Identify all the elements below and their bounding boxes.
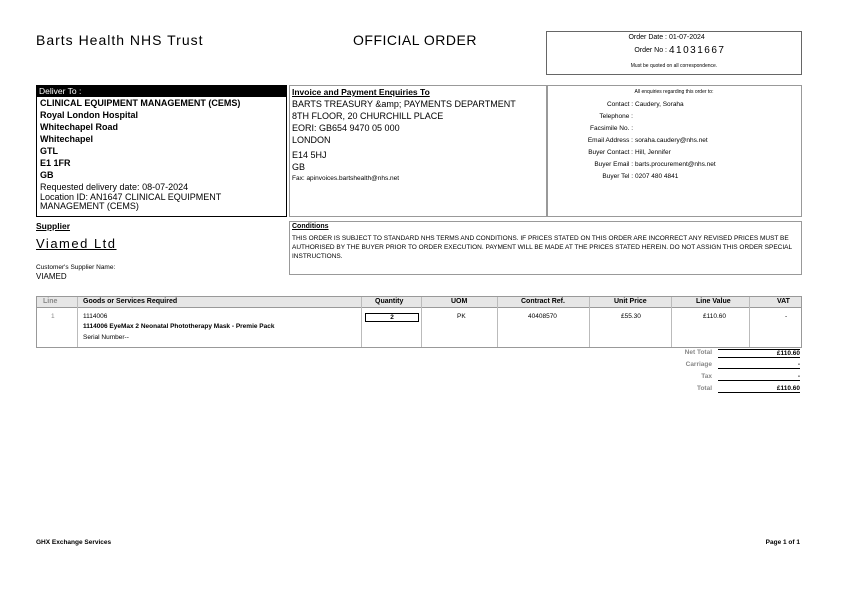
order-no-label: Order No :	[634, 47, 667, 54]
row-unit-price: £55.30	[621, 313, 641, 320]
row-uom: PK	[457, 313, 466, 320]
total-label: Total	[696, 385, 712, 392]
col-contract: Contract Ref.	[521, 298, 565, 305]
contact-key: Contact :	[606, 101, 633, 108]
totals-block	[640, 349, 800, 397]
deliver-line: GB	[40, 170, 54, 180]
contact-value: 0207 480 4841	[635, 173, 679, 180]
tax-label: Tax	[701, 373, 712, 380]
net-total-row	[640, 349, 800, 361]
footer-page-number: Page 1 of 1	[765, 539, 800, 546]
invoice-line: BARTS TREASURY &amp; PAYMENTS DEPARTMENT	[292, 99, 516, 109]
location-id-cont: MANAGEMENT (CEMS)	[40, 201, 139, 211]
supplier-label: Supplier	[36, 221, 71, 231]
invoice-line: E14 5HJ	[292, 150, 327, 160]
contact-note: All enquiries regarding this order to:	[634, 89, 714, 95]
invoice-line: LONDON	[292, 135, 331, 145]
net-total-value: £110.60	[718, 349, 800, 358]
deliver-line: E1 1FR	[40, 158, 71, 168]
row-line-value: £110.60	[703, 313, 727, 320]
items-header-row	[37, 297, 801, 308]
contact-row	[547, 147, 801, 159]
document-title: OFFICIAL ORDER	[353, 32, 477, 48]
col-qty: Quantity	[375, 298, 404, 305]
deliver-to-box	[36, 85, 287, 217]
col-goods: Goods or Services Required	[83, 298, 178, 305]
order-no-value: 41031667	[669, 45, 726, 56]
conditions-text: THIS ORDER IS SUBJECT TO STANDARD NHS TERMS AND CONDITIONS. IF PRICES STATED ON THIS ORDER ARE INCORRECT ANY REVISED PRICES MUST BE AUTHORISED BY THE BUYER PRIOR TO ORDER EXECUTION. PAYMENT WILL BE MADE AT THE PRICES STATED HEREIN. DO NOT ASSIGN THIS ORDER SPECIAL INSTRUCTIONS.	[292, 235, 792, 260]
row-quantity: 2	[365, 313, 419, 322]
invoice-line: EORI: GB654 9470 05 000	[292, 123, 400, 133]
conditions-box	[289, 221, 802, 275]
col-vat: VAT	[777, 298, 790, 305]
contact-row	[547, 159, 801, 171]
invoice-box	[289, 85, 548, 217]
order-date-value: 01-07-2024	[669, 34, 705, 41]
contact-key: Telephone :	[599, 113, 633, 120]
customer-supplier-value: VIAMED	[36, 272, 67, 281]
col-line-value: Line Value	[696, 298, 731, 305]
carriage-value: -	[718, 361, 800, 369]
row-line-no: 1	[51, 313, 55, 320]
supplier-name: Viamed Ltd	[36, 236, 117, 251]
contact-key: Email Address :	[587, 137, 633, 144]
contact-value	[633, 111, 635, 123]
row-description: 1114006 EyeMax 2 Neonatal Phototherapy Mask - Premie Pack	[83, 323, 275, 330]
deliver-line: CLINICAL EQUIPMENT MANAGEMENT (CEMS)	[40, 98, 241, 108]
col-unit-price: Unit Price	[614, 298, 647, 305]
tax-row	[640, 373, 800, 385]
contact-key: Buyer Tel :	[602, 173, 633, 180]
net-total-label: Net Total	[684, 349, 712, 356]
quote-note: Must be quoted on all correspondence.	[630, 63, 718, 69]
contact-row	[547, 171, 801, 183]
contact-row	[547, 135, 801, 147]
location-id: Location ID: AN1647 CLINICAL EQUIPMENT	[40, 192, 222, 202]
footer-service: GHX Exchange Services	[36, 539, 112, 546]
contact-key: Buyer Email :	[594, 161, 633, 168]
carriage-label: Carriage	[685, 361, 712, 368]
contact-row	[547, 123, 801, 135]
deliver-line: GTL	[40, 146, 58, 156]
contact-row	[547, 111, 801, 123]
contact-value: Hill, Jennifer	[635, 149, 671, 156]
invoice-fax: Fax: apinvoices.bartshealth@nhs.net	[292, 175, 400, 182]
deliver-to-heading: Deliver To :	[37, 86, 286, 97]
contact-value	[633, 123, 635, 135]
contact-value: barts.procurement@nhs.net	[635, 161, 716, 168]
total-value: £110.60	[718, 385, 800, 393]
col-uom: UOM	[451, 298, 468, 305]
carriage-row	[640, 361, 800, 373]
contact-key: Buyer Contact :	[588, 149, 633, 156]
invoice-line: 8TH FLOOR, 20 CHURCHILL PLACE	[292, 111, 444, 121]
row-contract: 40408570	[528, 313, 557, 320]
contact-value: Caudery, Soraha	[635, 101, 684, 108]
tax-value: -	[718, 373, 800, 381]
items-table	[36, 296, 802, 348]
order-info-box	[546, 31, 802, 75]
col-line: Line	[43, 298, 58, 305]
order-date-label: Order Date :	[628, 34, 667, 41]
row-code: 1114006	[83, 313, 108, 320]
customer-supplier-label: Customer's Supplier Name:	[36, 264, 116, 271]
contact-value: soraha.caudery@nhs.net	[635, 137, 708, 144]
conditions-heading: Conditions	[292, 223, 329, 230]
row-serial: Serial Number--	[83, 334, 129, 341]
invoice-heading: Invoice and Payment Enquiries To	[292, 87, 430, 97]
total-row	[640, 385, 800, 397]
invoice-line: GB	[292, 162, 306, 172]
contact-box	[546, 85, 802, 217]
row-vat: -	[785, 313, 788, 320]
deliver-line: Whitechapel Road	[40, 122, 119, 132]
requested-delivery-date: Requested delivery date: 08-07-2024	[40, 182, 189, 192]
deliver-line: Whitechapel	[40, 134, 94, 144]
deliver-line: Royal London Hospital	[40, 110, 138, 120]
contact-key: Facsimile No. :	[590, 125, 633, 132]
trust-name: Barts Health NHS Trust	[36, 32, 204, 48]
contact-row	[547, 99, 801, 111]
